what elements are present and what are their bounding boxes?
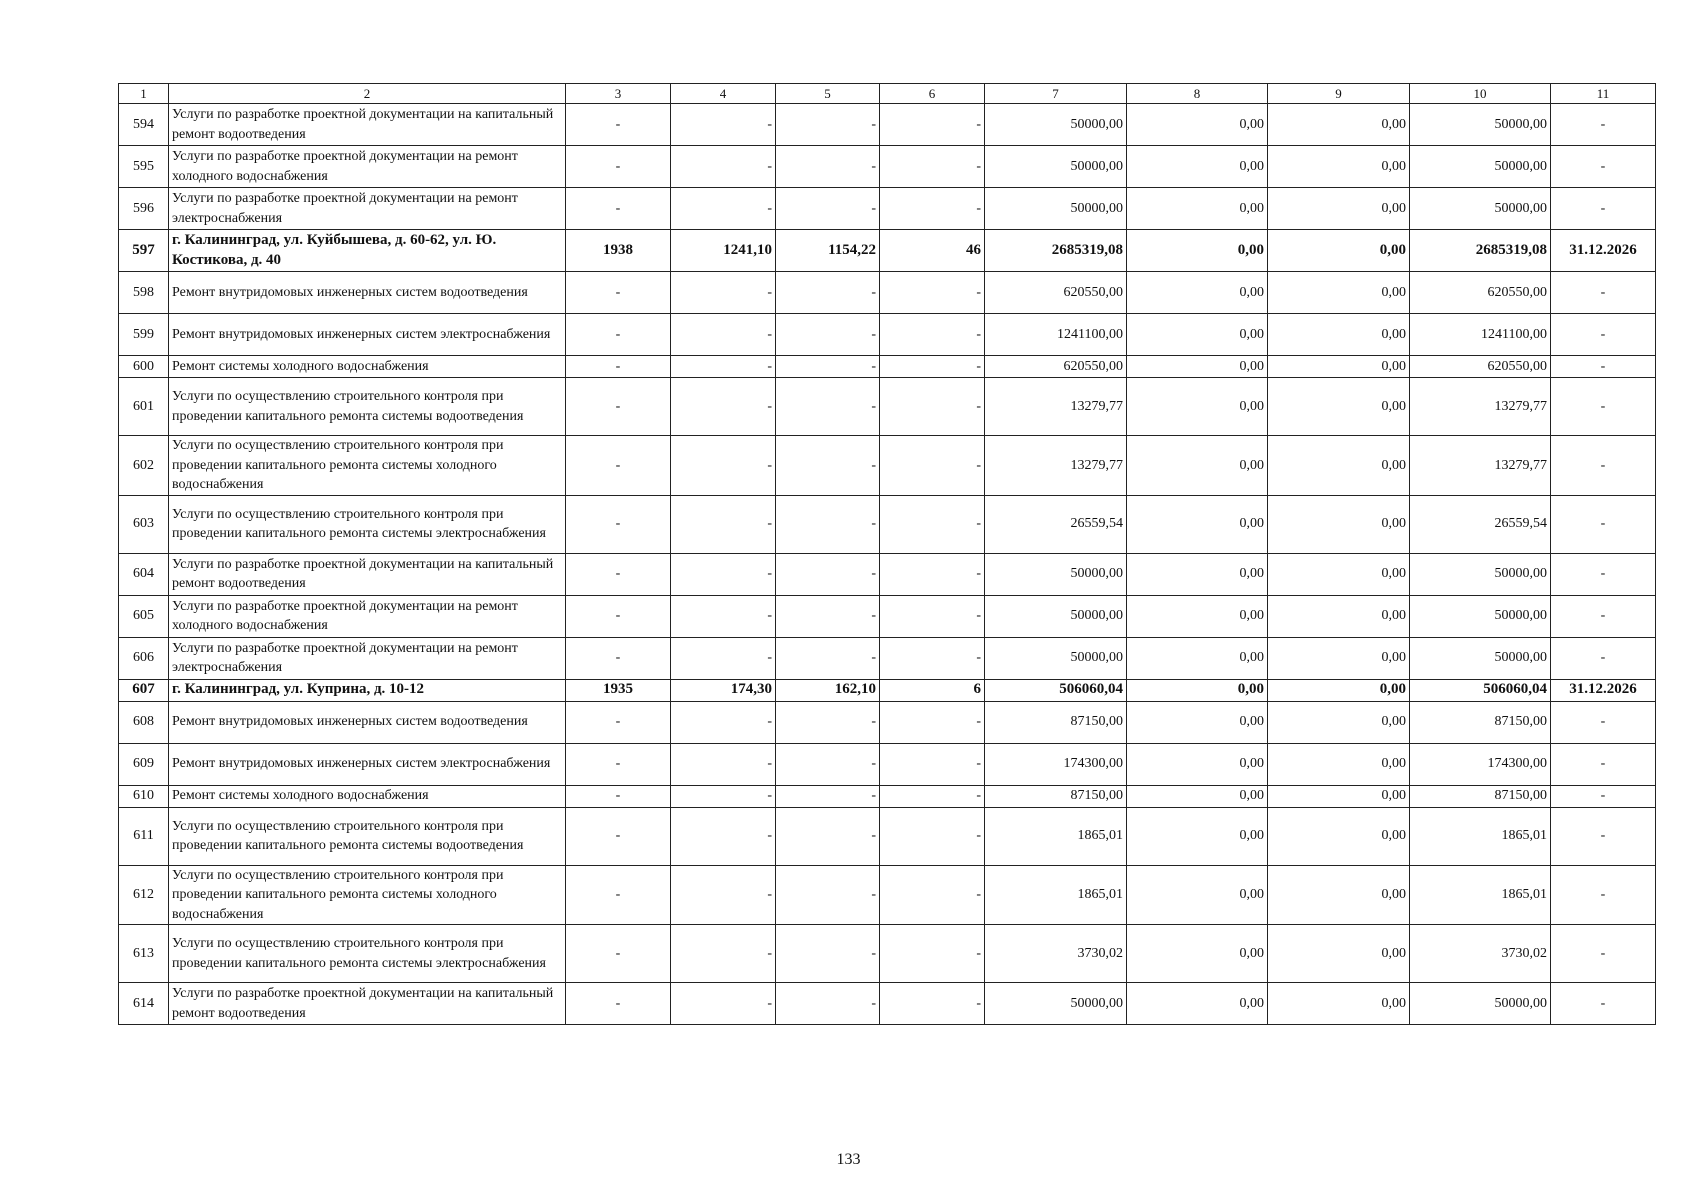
year-built-cell: - [566, 356, 671, 378]
row-number-cell: 602 [119, 436, 169, 496]
work-item-row [119, 436, 1656, 496]
column-header: 7 [985, 84, 1127, 104]
total-cost-cell: 13279,77 [985, 436, 1127, 496]
item-name-cell: Ремонт внутридомовых инженерных систем электроснабжения [169, 743, 566, 785]
regional-funds-cell: 0,00 [1268, 679, 1410, 701]
work-item-row [119, 356, 1656, 378]
completion-date-cell: - [1551, 865, 1656, 925]
total-cost-cell: 2685319,08 [985, 230, 1127, 272]
total-area-cell: 1241,10 [671, 230, 776, 272]
owners-funds-cell: 50000,00 [1410, 553, 1551, 595]
total-area-cell: - [671, 356, 776, 378]
regional-funds-cell: 0,00 [1268, 595, 1410, 637]
row-number-cell: 595 [119, 146, 169, 188]
item-name-cell: Ремонт системы холодного водоснабжения [169, 785, 566, 807]
total-area-cell: - [671, 983, 776, 1025]
regional-funds-cell: 0,00 [1268, 807, 1410, 865]
owners-funds-cell: 13279,77 [1410, 436, 1551, 496]
item-name-cell: Ремонт системы холодного водоснабжения [169, 356, 566, 378]
completion-date-cell: - [1551, 983, 1656, 1025]
item-name-cell: Услуги по разработке проектной документации на ремонт электроснабжения [169, 637, 566, 679]
total-area-cell: - [671, 272, 776, 314]
residents-count-cell: - [880, 807, 985, 865]
year-built-cell: 1938 [566, 230, 671, 272]
federal-funds-cell: 0,00 [1127, 785, 1268, 807]
total-area-cell: - [671, 495, 776, 553]
owners-funds-cell: 87150,00 [1410, 701, 1551, 743]
row-number-cell: 599 [119, 314, 169, 356]
regional-funds-cell: 0,00 [1268, 743, 1410, 785]
residents-count-cell: - [880, 378, 985, 436]
total-cost-cell: 26559,54 [985, 495, 1127, 553]
owners-funds-cell: 50000,00 [1410, 637, 1551, 679]
total-area-cell: 174,30 [671, 679, 776, 701]
federal-funds-cell: 0,00 [1127, 146, 1268, 188]
total-cost-cell: 13279,77 [985, 378, 1127, 436]
completion-date-cell: - [1551, 553, 1656, 595]
regional-funds-cell: 0,00 [1268, 314, 1410, 356]
completion-date-cell: - [1551, 807, 1656, 865]
year-built-cell: - [566, 865, 671, 925]
item-name-cell: Ремонт внутридомовых инженерных систем водоотведения [169, 272, 566, 314]
living-area-cell: - [776, 637, 880, 679]
residents-count-cell: - [880, 701, 985, 743]
total-area-cell: - [671, 637, 776, 679]
total-cost-cell: 620550,00 [985, 356, 1127, 378]
residents-count-cell: - [880, 743, 985, 785]
column-header: 3 [566, 84, 671, 104]
work-item-row [119, 314, 1656, 356]
living-area-cell: - [776, 104, 880, 146]
item-name-cell: Услуги по разработке проектной документации на ремонт холодного водоснабжения [169, 146, 566, 188]
column-header: 11 [1551, 84, 1656, 104]
row-number-cell: 608 [119, 701, 169, 743]
year-built-cell: - [566, 807, 671, 865]
owners-funds-cell: 50000,00 [1410, 188, 1551, 230]
owners-funds-cell: 1865,01 [1410, 807, 1551, 865]
completion-date-cell: - [1551, 104, 1656, 146]
federal-funds-cell: 0,00 [1127, 356, 1268, 378]
residents-count-cell: - [880, 495, 985, 553]
residents-count-cell: - [880, 104, 985, 146]
total-area-cell: - [671, 925, 776, 983]
regional-funds-cell: 0,00 [1268, 272, 1410, 314]
residents-count-cell: - [880, 188, 985, 230]
item-name-cell: Услуги по разработке проектной документации на капитальный ремонт водоотведения [169, 553, 566, 595]
total-area-cell: - [671, 701, 776, 743]
completion-date-cell: - [1551, 785, 1656, 807]
completion-date-cell: - [1551, 378, 1656, 436]
year-built-cell: - [566, 436, 671, 496]
total-area-cell: - [671, 743, 776, 785]
federal-funds-cell: 0,00 [1127, 553, 1268, 595]
completion-date-cell: - [1551, 272, 1656, 314]
item-name-cell: Услуги по разработке проектной документации на ремонт холодного водоснабжения [169, 595, 566, 637]
item-name-cell: г. Калининград, ул. Куйбышева, д. 60-62, ул. Ю. Костикова, д. 40 [169, 230, 566, 272]
living-area-cell: - [776, 356, 880, 378]
living-area-cell: - [776, 378, 880, 436]
item-name-cell: Услуги по осуществлению строительного контроля при проведении капитального ремонта системы электроснабжения [169, 495, 566, 553]
year-built-cell: - [566, 378, 671, 436]
living-area-cell: - [776, 785, 880, 807]
item-name-cell: Услуги по разработке проектной документации на ремонт электроснабжения [169, 188, 566, 230]
completion-date-cell: - [1551, 637, 1656, 679]
federal-funds-cell: 0,00 [1127, 272, 1268, 314]
row-number-cell: 610 [119, 785, 169, 807]
total-area-cell: - [671, 785, 776, 807]
total-area-cell: - [671, 146, 776, 188]
federal-funds-cell: 0,00 [1127, 104, 1268, 146]
total-area-cell: - [671, 553, 776, 595]
total-cost-cell: 50000,00 [985, 983, 1127, 1025]
regional-funds-cell: 0,00 [1268, 188, 1410, 230]
regional-funds-cell: 0,00 [1268, 356, 1410, 378]
federal-funds-cell: 0,00 [1127, 925, 1268, 983]
completion-date-cell: - [1551, 595, 1656, 637]
completion-date-cell: 31.12.2026 [1551, 230, 1656, 272]
federal-funds-cell: 0,00 [1127, 378, 1268, 436]
residents-count-cell: - [880, 785, 985, 807]
item-name-cell: Услуги по осуществлению строительного контроля при проведении капитального ремонта системы водоотведения [169, 378, 566, 436]
owners-funds-cell: 2685319,08 [1410, 230, 1551, 272]
regional-funds-cell: 0,00 [1268, 146, 1410, 188]
work-item-row [119, 637, 1656, 679]
total-cost-cell: 50000,00 [985, 146, 1127, 188]
work-item-row [119, 146, 1656, 188]
address-row [119, 679, 1656, 701]
row-number-cell: 606 [119, 637, 169, 679]
owners-funds-cell: 50000,00 [1410, 595, 1551, 637]
regional-funds-cell: 0,00 [1268, 436, 1410, 496]
row-number-cell: 596 [119, 188, 169, 230]
completion-date-cell: - [1551, 925, 1656, 983]
living-area-cell: - [776, 272, 880, 314]
row-number-cell: 609 [119, 743, 169, 785]
year-built-cell: - [566, 743, 671, 785]
column-header: 8 [1127, 84, 1268, 104]
owners-funds-cell: 87150,00 [1410, 785, 1551, 807]
year-built-cell: - [566, 595, 671, 637]
total-cost-cell: 50000,00 [985, 637, 1127, 679]
work-item-row [119, 925, 1656, 983]
year-built-cell: - [566, 104, 671, 146]
work-item-row [119, 188, 1656, 230]
owners-funds-cell: 13279,77 [1410, 378, 1551, 436]
living-area-cell: - [776, 314, 880, 356]
residents-count-cell: - [880, 436, 985, 496]
year-built-cell: - [566, 701, 671, 743]
year-built-cell: - [566, 146, 671, 188]
year-built-cell: - [566, 272, 671, 314]
year-built-cell: - [566, 983, 671, 1025]
owners-funds-cell: 1865,01 [1410, 865, 1551, 925]
regional-funds-cell: 0,00 [1268, 925, 1410, 983]
residents-count-cell: - [880, 595, 985, 637]
regional-funds-cell: 0,00 [1268, 378, 1410, 436]
row-number-cell: 594 [119, 104, 169, 146]
total-cost-cell: 174300,00 [985, 743, 1127, 785]
total-cost-cell: 1241100,00 [985, 314, 1127, 356]
completion-date-cell: - [1551, 495, 1656, 553]
column-header: 10 [1410, 84, 1551, 104]
federal-funds-cell: 0,00 [1127, 230, 1268, 272]
owners-funds-cell: 506060,04 [1410, 679, 1551, 701]
living-area-cell: - [776, 743, 880, 785]
work-item-row [119, 104, 1656, 146]
regional-funds-cell: 0,00 [1268, 230, 1410, 272]
total-area-cell: - [671, 188, 776, 230]
living-area-cell: - [776, 865, 880, 925]
completion-date-cell: 31.12.2026 [1551, 679, 1656, 701]
item-name-cell: г. Калининград, ул. Куприна, д. 10-12 [169, 679, 566, 701]
row-number-cell: 601 [119, 378, 169, 436]
total-area-cell: - [671, 314, 776, 356]
year-built-cell: - [566, 785, 671, 807]
total-area-cell: - [671, 378, 776, 436]
total-cost-cell: 50000,00 [985, 188, 1127, 230]
work-item-row [119, 378, 1656, 436]
column-header: 4 [671, 84, 776, 104]
completion-date-cell: - [1551, 436, 1656, 496]
federal-funds-cell: 0,00 [1127, 595, 1268, 637]
total-cost-cell: 50000,00 [985, 104, 1127, 146]
work-item-row [119, 983, 1656, 1025]
regional-funds-cell: 0,00 [1268, 785, 1410, 807]
row-number-cell: 607 [119, 679, 169, 701]
residents-count-cell: - [880, 983, 985, 1025]
total-cost-cell: 50000,00 [985, 595, 1127, 637]
living-area-cell: - [776, 436, 880, 496]
work-item-row [119, 553, 1656, 595]
federal-funds-cell: 0,00 [1127, 637, 1268, 679]
total-area-cell: - [671, 436, 776, 496]
regional-funds-cell: 0,00 [1268, 701, 1410, 743]
address-row [119, 230, 1656, 272]
item-name-cell: Ремонт внутридомовых инженерных систем электроснабжения [169, 314, 566, 356]
page-number: 133 [836, 1151, 861, 1168]
year-built-cell: - [566, 553, 671, 595]
living-area-cell: - [776, 188, 880, 230]
regional-funds-cell: 0,00 [1268, 637, 1410, 679]
total-cost-cell: 87150,00 [985, 785, 1127, 807]
federal-funds-cell: 0,00 [1127, 865, 1268, 925]
year-built-cell: - [566, 314, 671, 356]
residents-count-cell: - [880, 314, 985, 356]
living-area-cell: - [776, 146, 880, 188]
residents-count-cell: - [880, 146, 985, 188]
work-item-row [119, 807, 1656, 865]
regional-funds-cell: 0,00 [1268, 553, 1410, 595]
regional-funds-cell: 0,00 [1268, 104, 1410, 146]
column-header: 5 [776, 84, 880, 104]
total-cost-cell: 50000,00 [985, 553, 1127, 595]
completion-date-cell: - [1551, 188, 1656, 230]
row-number-cell: 597 [119, 230, 169, 272]
item-name-cell: Ремонт внутридомовых инженерных систем водоотведения [169, 701, 566, 743]
completion-date-cell: - [1551, 146, 1656, 188]
completion-date-cell: - [1551, 701, 1656, 743]
column-header: 9 [1268, 84, 1410, 104]
completion-date-cell: - [1551, 314, 1656, 356]
work-item-row [119, 701, 1656, 743]
year-built-cell: - [566, 495, 671, 553]
total-cost-cell: 1865,01 [985, 807, 1127, 865]
owners-funds-cell: 620550,00 [1410, 272, 1551, 314]
row-number-cell: 612 [119, 865, 169, 925]
living-area-cell: - [776, 495, 880, 553]
total-cost-cell: 506060,04 [985, 679, 1127, 701]
total-area-cell: - [671, 807, 776, 865]
column-header: 2 [169, 84, 566, 104]
regional-funds-cell: 0,00 [1268, 495, 1410, 553]
federal-funds-cell: 0,00 [1127, 436, 1268, 496]
federal-funds-cell: 0,00 [1127, 314, 1268, 356]
work-item-row [119, 495, 1656, 553]
residents-count-cell: - [880, 865, 985, 925]
work-item-row [119, 595, 1656, 637]
year-built-cell: - [566, 637, 671, 679]
row-number-cell: 598 [119, 272, 169, 314]
total-area-cell: - [671, 104, 776, 146]
item-name-cell: Услуги по осуществлению строительного контроля при проведении капитального ремонта системы холодного водоснабжения [169, 865, 566, 925]
living-area-cell: - [776, 925, 880, 983]
residents-count-cell: 6 [880, 679, 985, 701]
owners-funds-cell: 50000,00 [1410, 983, 1551, 1025]
residents-count-cell: - [880, 356, 985, 378]
regional-funds-cell: 0,00 [1268, 865, 1410, 925]
residents-count-cell: - [880, 272, 985, 314]
year-built-cell: - [566, 188, 671, 230]
item-name-cell: Услуги по осуществлению строительного контроля при проведении капитального ремонта системы холодного водоснабжения [169, 436, 566, 496]
living-area-cell: - [776, 595, 880, 637]
federal-funds-cell: 0,00 [1127, 743, 1268, 785]
work-item-row [119, 743, 1656, 785]
owners-funds-cell: 174300,00 [1410, 743, 1551, 785]
total-cost-cell: 1865,01 [985, 865, 1127, 925]
total-area-cell: - [671, 595, 776, 637]
living-area-cell: 162,10 [776, 679, 880, 701]
living-area-cell: - [776, 701, 880, 743]
residents-count-cell: - [880, 553, 985, 595]
regional-funds-cell: 0,00 [1268, 983, 1410, 1025]
work-item-row [119, 865, 1656, 925]
federal-funds-cell: 0,00 [1127, 188, 1268, 230]
living-area-cell: - [776, 553, 880, 595]
owners-funds-cell: 1241100,00 [1410, 314, 1551, 356]
owners-funds-cell: 50000,00 [1410, 104, 1551, 146]
total-cost-cell: 3730,02 [985, 925, 1127, 983]
row-number-cell: 611 [119, 807, 169, 865]
year-built-cell: 1935 [566, 679, 671, 701]
capital-repair-table [118, 83, 1656, 1025]
owners-funds-cell: 50000,00 [1410, 146, 1551, 188]
federal-funds-cell: 0,00 [1127, 983, 1268, 1025]
living-area-cell: - [776, 983, 880, 1025]
work-item-row [119, 272, 1656, 314]
row-number-cell: 600 [119, 356, 169, 378]
living-area-cell: 1154,22 [776, 230, 880, 272]
residents-count-cell: - [880, 925, 985, 983]
work-item-row [119, 785, 1656, 807]
total-cost-cell: 620550,00 [985, 272, 1127, 314]
row-number-cell: 613 [119, 925, 169, 983]
column-header: 1 [119, 84, 169, 104]
total-area-cell: - [671, 865, 776, 925]
residents-count-cell: 46 [880, 230, 985, 272]
column-header: 6 [880, 84, 985, 104]
living-area-cell: - [776, 807, 880, 865]
year-built-cell: - [566, 925, 671, 983]
residents-count-cell: - [880, 637, 985, 679]
row-number-cell: 614 [119, 983, 169, 1025]
row-number-cell: 604 [119, 553, 169, 595]
total-cost-cell: 87150,00 [985, 701, 1127, 743]
completion-date-cell: - [1551, 743, 1656, 785]
federal-funds-cell: 0,00 [1127, 679, 1268, 701]
row-number-cell: 603 [119, 495, 169, 553]
federal-funds-cell: 0,00 [1127, 807, 1268, 865]
owners-funds-cell: 620550,00 [1410, 356, 1551, 378]
column-number-row [119, 84, 1656, 104]
item-name-cell: Услуги по осуществлению строительного контроля при проведении капитального ремонта системы электроснабжения [169, 925, 566, 983]
federal-funds-cell: 0,00 [1127, 495, 1268, 553]
item-name-cell: Услуги по разработке проектной документации на капитальный ремонт водоотведения [169, 104, 566, 146]
federal-funds-cell: 0,00 [1127, 701, 1268, 743]
owners-funds-cell: 26559,54 [1410, 495, 1551, 553]
row-number-cell: 605 [119, 595, 169, 637]
item-name-cell: Услуги по осуществлению строительного контроля при проведении капитального ремонта системы водоотведения [169, 807, 566, 865]
owners-funds-cell: 3730,02 [1410, 925, 1551, 983]
completion-date-cell: - [1551, 356, 1656, 378]
item-name-cell: Услуги по разработке проектной документации на капитальный ремонт водоотведения [169, 983, 566, 1025]
